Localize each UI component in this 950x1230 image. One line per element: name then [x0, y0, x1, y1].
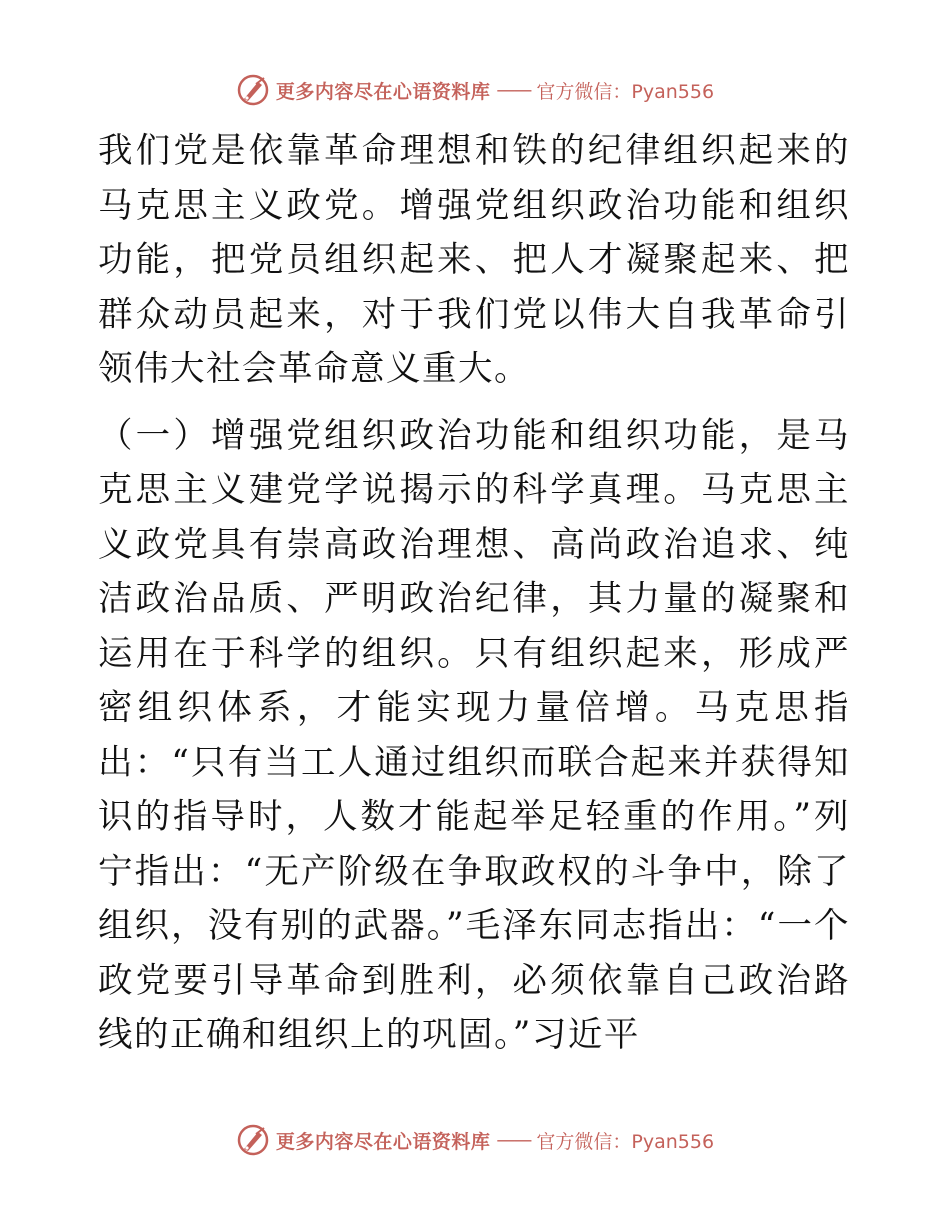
quill-pen-logo-icon — [236, 1123, 270, 1157]
header-banner — [0, 70, 950, 110]
banner-site-text: 更多内容尽在心语资料库 — [275, 80, 491, 103]
banner-contact-text: 官方微信：Pyan556 — [536, 1130, 715, 1153]
document-body — [98, 124, 850, 1063]
footer-banner — [0, 1120, 950, 1160]
banner-site-text: 更多内容尽在心语资料库 — [275, 1130, 491, 1153]
quill-pen-logo-icon — [236, 73, 270, 107]
paragraph-section-one: （一）增强党组织政治功能和组织功能，是马克思主义建党学说揭示的科学真理。马克思主义政党具有崇高政治理想、高尚政治追求、纯洁政治品质、严明政治纪律，其力量的凝聚和运用在于科学的组织。只有组织起来，形成严密组织体系，才能实现力量倍增。马克思指出：“只有当工人通过组织而联合起来并获得知识的指导时，人数才能起举足轻重的作用。”列宁指出：“无产阶级在争取政权的斗争中，除了组织，没有别的武器。”毛泽东同志指出：“一个政党要引导革命到胜利，必须依靠自己政治路线的正确和组织上的巩固。”习近平 — [98, 415, 850, 1055]
banner-dash: —— — [496, 79, 531, 101]
banner-contact-text: 官方微信：Pyan556 — [536, 80, 715, 103]
paragraph-intro: 我们党是依靠革命理想和铁的纪律组织起来的马克思主义政党。增强党组织政治功能和组织功能，把党员组织起来、把人才凝聚起来、把群众动员起来，对于我们党以伟大自我革命引领伟大社会革命意义重大。 — [98, 131, 850, 389]
banner-dash: —— — [496, 1129, 531, 1151]
